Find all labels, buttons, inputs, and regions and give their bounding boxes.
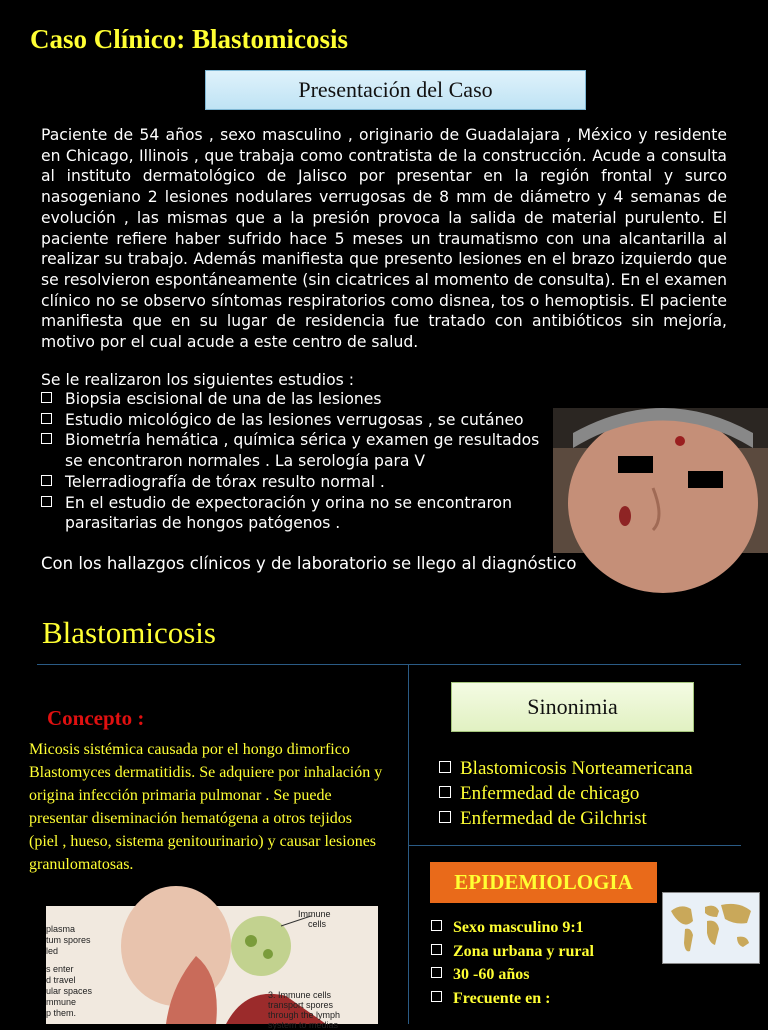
synonyms-list <box>438 756 693 831</box>
list-item: Estudio micológico de las lesiones verrugosas , se cutáneo <box>41 410 561 431</box>
world-map-image <box>662 892 760 964</box>
checkbox-bullet-icon <box>431 991 442 1002</box>
list-item: Sexo masculino 9:1 <box>431 916 594 940</box>
studies-intro: Se le realizaron los siguientes estudios : <box>41 371 355 389</box>
world-map-icon <box>663 893 759 963</box>
patient-photo <box>553 408 768 553</box>
concept-heading: Concepto : <box>47 706 145 730</box>
list-item: Blastomicosis Norteamericana <box>438 756 693 781</box>
checkbox-bullet-icon <box>41 475 52 486</box>
patient-face-image <box>553 408 768 553</box>
presentation-header-box: Presentación del Caso <box>205 70 586 110</box>
list-item: Enfermedad de chicago <box>438 781 693 806</box>
case-paragraph: Paciente de 54 años , sexo masculino , originario de Guadalajara , México y residente en Chicago, Illinois , que trabaja como contratista de la construcción. Acude a consulta al instituto dermatológico de Jalisco por presentar en la región frontal y surco nasogeniano 2 lesiones nodulares verrugosas de 8 mm de diámetro y 4 semanas de evolución , las mismas que a la presión provoca la salida de material purulento. El paciente refiere haber sufrido hace 5 meses un traumatismo con una alcantarilla al realizar su trabajo. Además manifiesta que presento lesiones en el brazo izquierdo que se resolvieron espontáneamente (sin cicatrices al momento de consulta). En el examen clínico no se observo síntomas respiratorios como disnea, tos o hemoptisis. El paciente manifiesta que en su lugar de residencia fue tratado con antibióticos sin mejoría, motivo por el cual acude a este centro de salud. <box>41 126 727 352</box>
case-description <box>41 125 727 353</box>
slide2-title: Blastomicosis <box>42 615 216 650</box>
checkbox-bullet-icon <box>439 786 451 798</box>
checkbox-bullet-icon <box>439 811 451 823</box>
list-item: Enfermedad de Gilchrist <box>438 806 693 831</box>
checkbox-bullet-icon <box>41 413 52 424</box>
list-item: 30 -60 años <box>431 963 594 987</box>
list-item: Zona urbana y rural <box>431 940 594 964</box>
synonymy-header-box: Sinonimia <box>451 682 694 732</box>
infection-diagram-image: plasma tum spores led s enter d travel ular spaces mmune p them. Immune cells 3. Immune cells transport spores through the lymph system to medias <box>46 906 378 1024</box>
epidemiology-list <box>431 916 594 1010</box>
checkbox-bullet-icon <box>439 761 451 773</box>
checkbox-bullet-icon <box>431 920 442 931</box>
list-item: En el estudio de expectoración y orina no se encontraron parasitarias de hongos patógenos . <box>41 493 561 534</box>
title-divider <box>37 664 741 665</box>
concept-text: Micosis sistémica causada por el hongo dimorfico Blastomyces dermatitidis. Se adquiere por inhalación y origina infección primaria pulmonar . Se puede presentar diseminación hematógena a otros tejidos (piel , hueso, sistema genitourinario) y causar lesiones granulomatosas. <box>29 741 383 873</box>
list-item: Biopsia escisional de una de las lesiones <box>41 389 561 410</box>
checkbox-bullet-icon <box>431 944 442 955</box>
section-divider <box>408 845 741 846</box>
column-divider <box>408 664 409 1024</box>
list-item: Telerradiografía de tórax resulto normal . <box>41 472 561 493</box>
slide1-title: Caso Clínico: Blastomicosis <box>30 24 349 54</box>
checkbox-bullet-icon <box>41 433 52 444</box>
checkbox-bullet-icon <box>431 967 442 978</box>
checkbox-bullet-icon <box>41 496 52 507</box>
diagnosis-conclusion: Con los hallazgos clínicos y de laboratorio se llego al diagnóstico <box>41 554 577 573</box>
studies-list <box>41 389 561 534</box>
checkbox-bullet-icon <box>41 392 52 403</box>
list-item: Frecuente en : <box>431 987 594 1011</box>
epidemiology-header-box: EPIDEMIOLOGIA <box>430 862 657 903</box>
list-item: Biometría hemática , química sérica y examen ge resultados se encontraron normales . La serología para V <box>41 430 561 471</box>
